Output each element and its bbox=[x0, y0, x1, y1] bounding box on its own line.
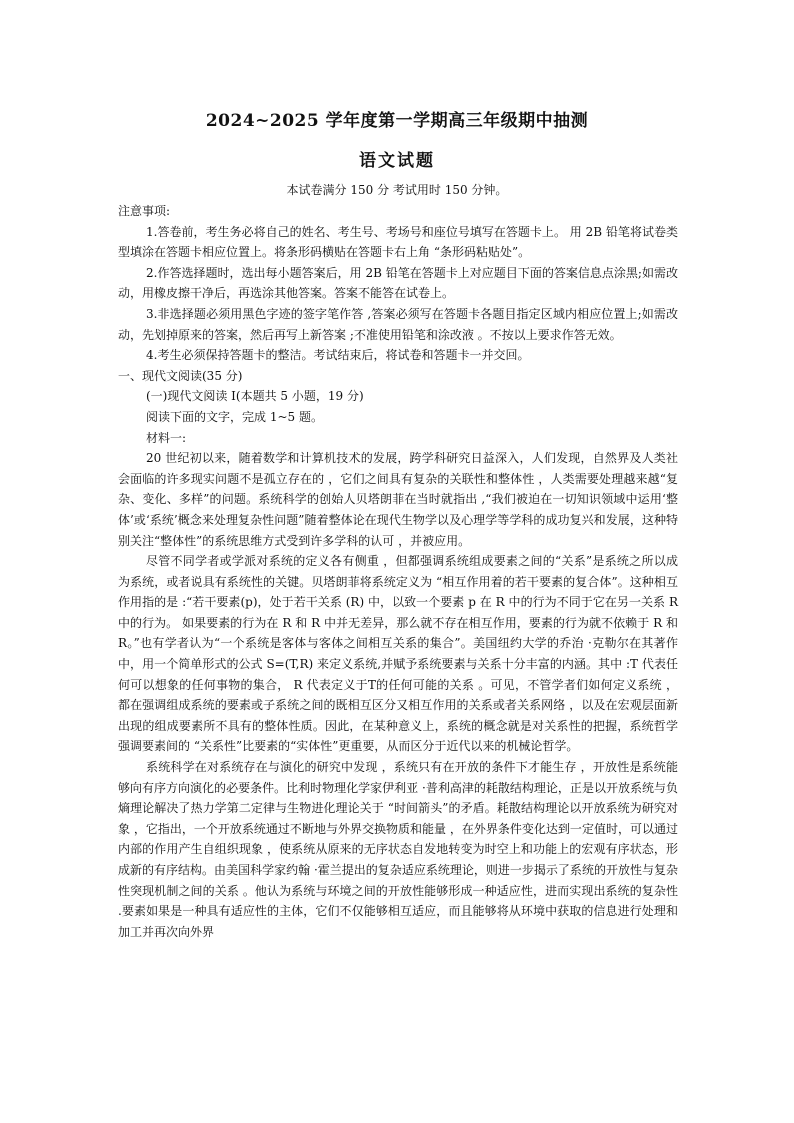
subject-title: 语文试题 bbox=[359, 151, 435, 171]
notice-item-3: 3.非选择题必须用黑色字迹的签字笔作答 ,答案必须写在答题卡各题目指定区域内相应位置上;如需改动，先划掉原来的答案，然后再写上新答案 ;不准使用铅笔和涂改液 。不按以上要求作答无效。 bbox=[118, 306, 678, 342]
notice-item-4: 4.考生必须保持答题卡的整洁。考试结束后，将试卷和答题卡一并交回。 bbox=[146, 348, 530, 363]
exam-body bbox=[118, 201, 678, 942]
notice-item-1: 1.答卷前，考生务必将自己的姓名、考生号、考场号和座位号填写在答题卡上。 用 2B 铅笔将试卷类型填涂在答题卡相应位置上。将条形码横贴在答题卡右上角 “条形码粘贴处”。 bbox=[118, 224, 678, 260]
notice-item-2: 2.作答选择题时，选出每小题答案后，用 2B 铅笔在答题卡上对应题目下面的答案信息点涂黑;如需改动，用橡皮擦干净后，再选涂其他答案。答案不能答在试卷上。 bbox=[118, 265, 678, 301]
exam-title: 2024~2025 学年度第一学期高三年级期中抽测 bbox=[205, 111, 589, 131]
paragraph-1: 20 世纪初以来，随着数学和计算机技术的发展，跨学科研究日益深入，人们发现，自然界及人类社会面临的许多现实问题不是孤立存在的 ，它们之间具有复杂的关联性和整体性 ，人类需要处理越来越“复杂、变化、多样”的问题。系统科学的创始人贝塔朗菲在当时就指出 ,“我们被迫在一切知识领域中运用‘整体’或‘系统’概念来处理复杂性问题”随着整体论在现代生物学以及心理学等学科的成功复兴和发展，这种特别关注“整体性”的系统思维方式受到许多学科的认可 ，并被应用。 bbox=[118, 451, 678, 548]
paragraph-3: 系统科学在对系统存在与演化的研究中发现 ，系统只有在开放的条件下才能生存 ，开放性是系统能够向有序方向演化的必要条件。比利时物理化学家伊利亚 ·普利高津的耗散结构理论，正是以开放系统与负熵理论解决了热力学第二定律与生物进化理论关于 “时间箭头”的矛盾。耗散结构理论以开放系统为研究对象 ，它指出，一个开放系统通过不断地与外界交换物质和能量 ，在外界条件变化达到一定值时，可以通过内部的作用产生自组织现象 ，使系统从原来的无序状态自发地转变为时空上和功能上的宏观有序状态，形成新的有序结构。由美国科学家约翰 ·霍兰提出的复杂适应系统理论，则进一步揭示了系统的开放性与复杂性突现机制之间的关系 。他认为系统与环境之间的开放性能够形成一种适应性，进而实现出系统的复杂性 .要素如果是一种具有适应性的主体，它们不仅能够相互适应，而且能够将从环境中获取的信息进行处理和加工并再次向外界 bbox=[118, 760, 678, 939]
sub-section-heading: (一)现代文阅读 I(本题共 5 小题，19 分) bbox=[146, 389, 364, 404]
material-label: 材料一: bbox=[146, 430, 187, 445]
exam-info: 本试卷满分 150 分 考试用时 150 分钟。 bbox=[286, 183, 508, 197]
section-heading: 一、现代文阅读(35 分) bbox=[118, 368, 243, 383]
notice-heading: 注意事项: bbox=[118, 204, 171, 218]
paragraph-2: 尽管不同学者或学派对系统的定义各有侧重 ，但都强调系统组成要素之间的“关系”是系统之所以成为系统，或者说具有系统性的关键。贝塔朗菲将系统定义为 “相互作用着的若干要素的复合体”。这种相互作用指的是 :“若干要素(p)，处于若干关系 (R) 中，以致一个要素 p 在 R 中的行为不同于它在另一关系 R 中的行为。 如果要素的行为在 R 和 R 中并无差异，那么就不存在相互作用，要素的行为就不依赖于 R 和 R。”也有学者认为“一个系统是客体与客体之间相互关系的集合”。美国纽约大学的乔治 ·克勒尔在其著作中，用一个简单形式的公式 S=(T,R) 来定义系统,并赋予系统要素与关系十分丰富的内涵。其中 :T 代表任何可以想象的任何事物的集合， R 代表定义于T的任何可能的关系 。可见，不管学者们如何定义系统 ，都在强调组成系统的要素或子系统之间的既相互区分又相互作用的关系或者关系网络 ，以及在宏观层面新出现的组成要素所不具有的整体性质。因此，在某种意义上，系统的概念就是对关系性的把握，系统哲学强调要素间的 “关系性”比要素的“实体性”更重要，从而区分于近代以来的机械论哲学。 bbox=[118, 554, 678, 754]
reading-instruction: 阅读下面的文字，完成 1~5 题。 bbox=[146, 409, 323, 424]
